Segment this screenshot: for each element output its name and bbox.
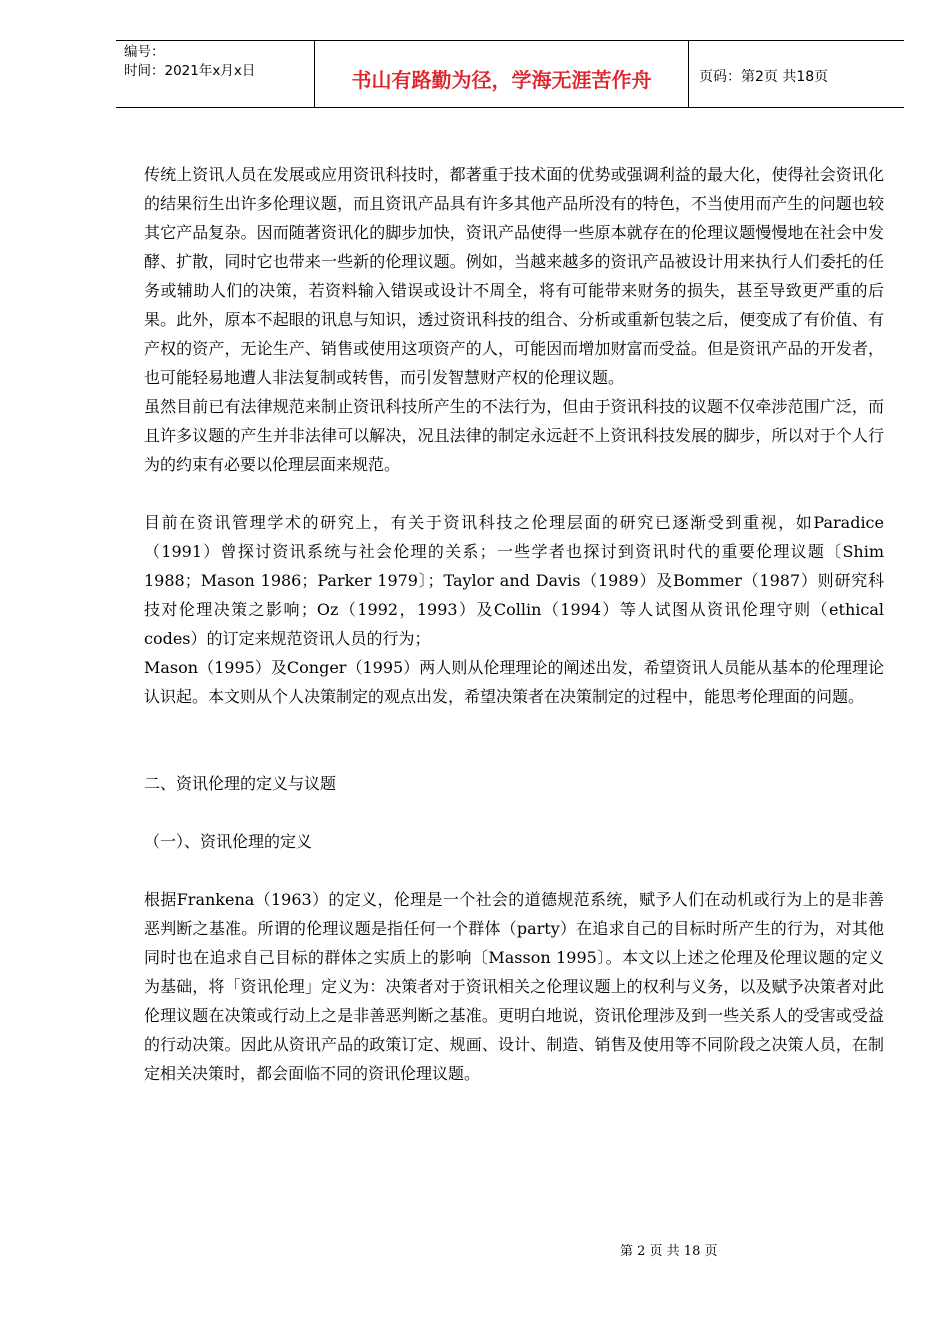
document-number-label: 编号： [124,44,165,60]
paragraph-4: Mason（1995）及Conger（1995）两人则从伦理理论的阐述出发，希望资讯人员能从基本的伦理理论认识起。本文则从个人决策制定的观点出发，希望决策者在决策制定的过程中，能思考伦理面的问题。 [144,658,884,706]
paragraph-5: 根据Frankena（1963）的定义，伦理是一个社会的道德规范系统，赋予人们在动机或行为上的是非善恶判断之基准。所谓的伦理议题是指任何一个群体（party）在追求自己的目标时所产生的行为，对其他同时也在追求自己目标的群体之实质上的影响〔Masson 1995〕。本文以上述之伦理及伦理议题的定义为基础，将「资讯伦理」定义为：决策者对于资讯相关之伦理议题上的权利与义务，以及赋予决策者对此伦理议题在决策或行动上之是非善恶判断之基准。更明白地说，资讯伦理涉及到一些关系人的受害或受益的行动决策。因此从资讯产品的政策订定、规画、设计、制造、销售及使用等不同阶段之决策人员，在制定相关决策时，都会面临不同的资讯伦理议题。 [144,890,884,1083]
document-time-label: 时间：2021年x月x日 [124,63,256,79]
paragraph-3: 目前在资讯管理学术的研究上，有关于资讯科技之伦理层面的研究已逐渐受到重视，如Paradice（1991）曾探讨资讯系统与社会伦理的关系；一些学者也探讨到资讯时代的重要伦理议题〔Shim 1988；Mason 1986；Parker 1979〕；Taylor and Davis（1989）及Bommer（1987）则研究科技对伦理决策之影响；Oz（1992，1993）及Collin（1994）等人试图从资讯伦理守则（ethical codes）的订定来规范资讯人员的行为； [144,513,884,648]
header-meta-cell [116,41,315,107]
subsection-heading: （一）、资讯伦理的定义 [144,832,313,851]
page-footer: 第 2 页 共 18 页 [620,1244,718,1259]
paragraph-1: 传统上资讯人员在发展或应用资讯科技时，都著重于技术面的优势或强调利益的最大化，使得社会资讯化的结果衍生出许多伦理议题，而且资讯产品具有许多其他产品所没有的特色，不当使用而产生的问题也较其它产品复杂。因而随著资讯化的脚步加快，资讯产品使得一些原本就存在的伦理议题慢慢地在社会中发酵、扩散，同时它也带来一些新的伦理议题。例如，当越来越多的资讯产品被设计用来执行人们委托的任务或辅助人们的决策，若资料输入错误或设计不周全，将有可能带来财务的损失，甚至导致更严重的后果。此外，原本不起眼的讯息与知识，透过资讯科技的组合、分析或重新包装之后，便变成了有价值、有产权的资产，无论生产、销售或使用这项资产的人，可能因而增加财富而受益。但是资讯产品的开发者，也可能轻易地遭人非法复制或转售，而引发智慧财产权的伦理议题。 [144,165,884,387]
paragraph-2: 虽然目前已有法律规范来制止资讯科技所产生的不法行为，但由于资讯科技的议题不仅牵涉范围广泛，而且许多议题的产生并非法律可以解决，况且法律的制定永远赶不上资讯科技发展的脚步，所以对于个人行为的约束有必要以伦理层面来规范。 [144,397,884,474]
document-body [144,160,884,1088]
section-heading: 二、资讯伦理的定义与议题 [144,774,337,793]
header-motto: 书山有路勤为径，学海无涯苦作舟 [315,41,689,107]
page-header [116,40,904,108]
header-page-info: 页码：第2页 共18页 [699,69,829,85]
